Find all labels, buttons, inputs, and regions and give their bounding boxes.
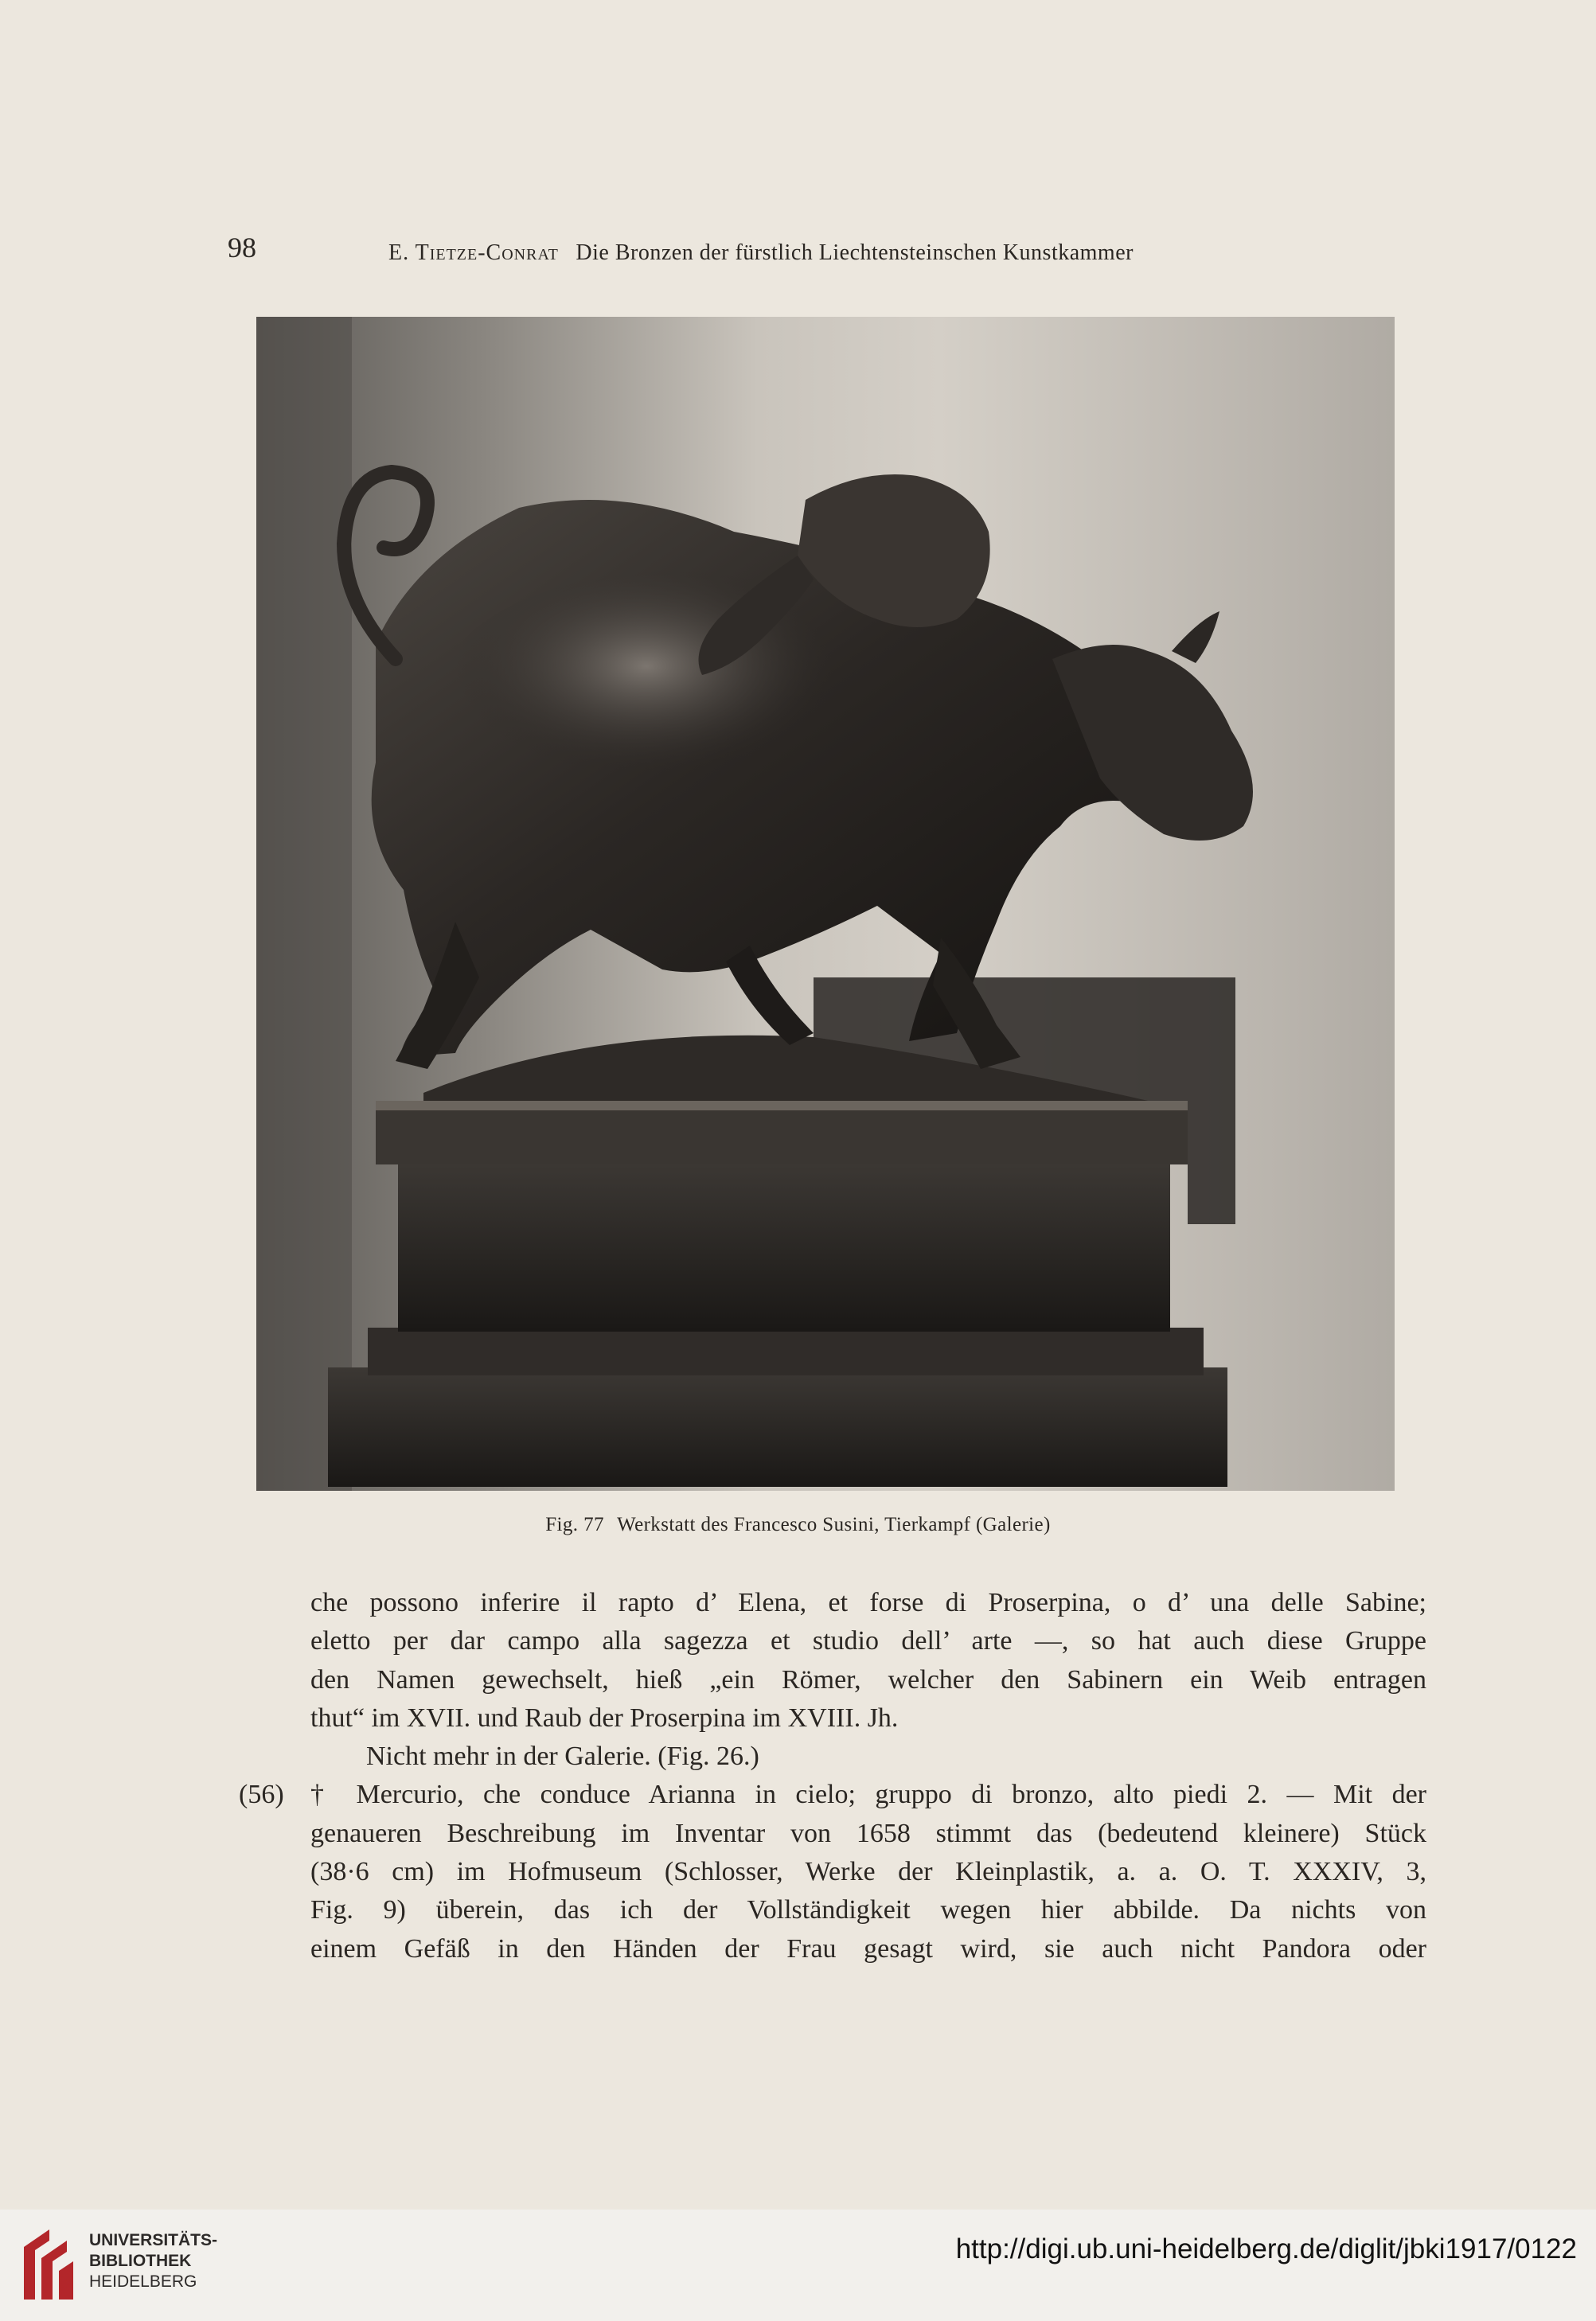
library-name-line: HEIDELBERG (89, 2272, 197, 2291)
text-line: einem Gefäß in den Händen der Frau gesagt wird, sie auch nicht Pandora oder (310, 1933, 1426, 1964)
library-logo-icon (18, 2223, 78, 2306)
text-line: thut“ im XVII. und Raub der Proserpina im XVIII. Jh. (310, 1703, 899, 1733)
figure-caption (0, 1514, 1596, 1536)
figure-label: Fig. 77 (545, 1514, 604, 1535)
running-head-author: E. Tietze-Conrat (388, 240, 559, 265)
sculpture-illustration (256, 317, 1395, 1491)
running-head (388, 240, 1134, 266)
running-head-title: Die Bronzen der fürstlich Liechtensteinschen Kunstkammer (576, 240, 1134, 265)
permalink-url[interactable]: http://digi.ub.uni-heidelberg.de/diglit/jbki1917/0122 (955, 2233, 1577, 2264)
footer-bar (0, 2210, 1596, 2321)
library-name (89, 2230, 217, 2292)
page-number: 98 (228, 232, 256, 263)
text-line: † Mercurio, che conduce Arianna in cielo; gruppo di bronzo, alto piedi 2. — Mit der (310, 1780, 1426, 1810)
library-name-line: UNIVERSITÄTS- (89, 2231, 218, 2249)
text-line: che possono inferire il rapto d’ Elena, et forse di Proserpina, o d’ una delle Sabine; (310, 1588, 1426, 1617)
text-line: den Namen gewechselt, hieß „ein Römer, welcher den Sabinern ein Weib entragen (310, 1664, 1426, 1695)
text-line: Fig. 9) überein, das ich der Vollständigkeit wegen hier abbilde. Da nichts von (310, 1895, 1426, 1925)
text-line-numbered (239, 1776, 1426, 1814)
figure-caption-text: Werkstatt des Francesco Susini, Tierkampf (Galerie) (617, 1514, 1051, 1535)
text-line: (38·6 cm) im Hofmuseum (Schlosser, Werke der Kleinplastik, a. a. O. T. XXXIV, 3, (310, 1857, 1426, 1887)
library-name-line: BIBLIOTHEK (89, 2252, 192, 2270)
bronze-sculpture-photo (256, 317, 1395, 1491)
text-line: eletto per dar campo alla sagezza et studio dell’ arte —, so hat auch diese Gruppe (310, 1626, 1426, 1656)
text-line: Nicht mehr in der Galerie. (Fig. 26.) (366, 1742, 759, 1772)
item-number: (56) (239, 1780, 284, 1810)
body-text (239, 1584, 1426, 1968)
text-line: genaueren Beschreibung im Inventar von 1658 stimmt das (bedeutend kleinere) Stück (310, 1818, 1426, 1848)
